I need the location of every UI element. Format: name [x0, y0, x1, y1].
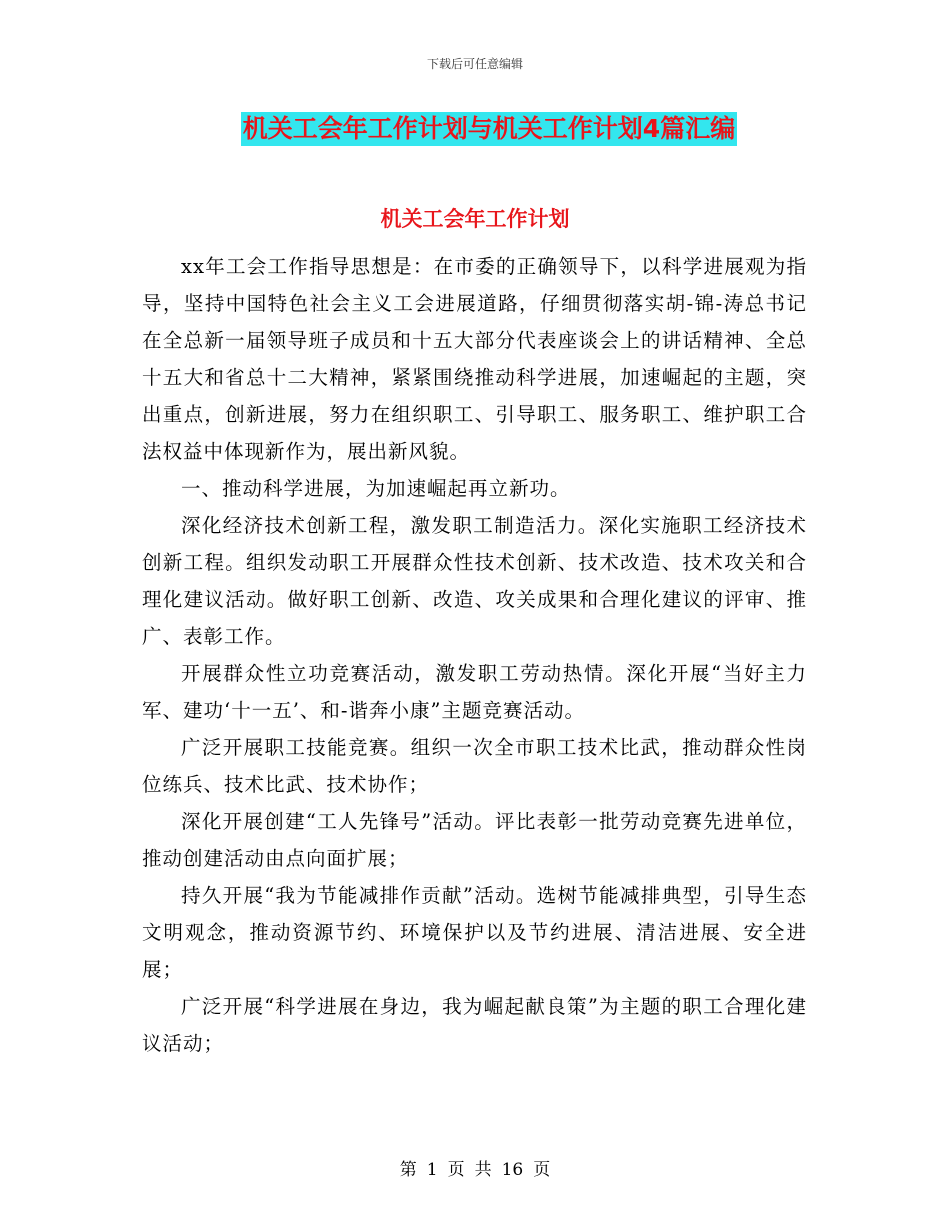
footer-page-number: 1	[426, 1160, 438, 1180]
footer-total-pages: 16	[501, 1160, 524, 1180]
paragraph: 开展群众性立功竞赛活动，激发职工劳动热情。深化开展“当好主力军、建功‘十一五’、和-谐奔小康”主题竞赛活动。	[142, 662, 807, 722]
paragraph: 持久开展“我为节能减排作贡献”活动。选树节能减排典型，引导生态文明观念，推动资源节约、环境保护以及节约进展、清洁进展、安全进展；	[142, 884, 807, 981]
paragraph: 广泛开展“科学进展在身边，我为崛起献良策”为主题的职工合理化建议活动；	[142, 995, 807, 1055]
paragraph: 深化开展创建“工人先锋号”活动。评比表彰一批劳动竞赛先进单位，推动创建活动由点向面扩展；	[142, 810, 807, 870]
page-header-note: 下载后可任意编辑	[426, 57, 523, 71]
page-footer	[0, 1155, 950, 1180]
paragraph: xx年工会工作指导思想是：在市委的正确领导下，以科学进展观为指导，坚持中国特色社会主义工会进展道路，仔细贯彻落实胡-锦-涛总书记在全总新一届领导班子成员和十五大部分代表座谈会上的讲话精神、全总十五大和省总十二大精神，紧紧围绕推动科学进展，加速崛起的主题，突出重点，创新进展，努力在组织职工、引导职工、服务职工、维护职工合法权益中体现新作为，展出新风貌。	[142, 255, 807, 463]
paragraph: 一、推动科学进展，为加速崛起再立新功。	[181, 477, 571, 500]
footer-suffix: 页	[533, 1160, 551, 1180]
footer-page-label: 页	[447, 1160, 465, 1180]
footer-prefix: 第	[399, 1160, 417, 1180]
paragraph: 广泛开展职工技能竞赛。组织一次全市职工技术比武，推动群众性岗位练兵、技术比武、技术协作；	[142, 736, 807, 796]
document-body	[142, 248, 807, 1062]
section-title: 机关工会年工作计划	[380, 207, 570, 231]
document-title-text: 机关工会年工作计划与机关工作计划4篇汇编	[241, 112, 737, 146]
footer-total-label: 共	[474, 1160, 492, 1180]
paragraph: 深化经济技术创新工程，激发职工制造活力。深化实施职工经济技术创新工程。组织发动职工开展群众性技术创新、技术改造、技术攻关和合理化建议活动。做好职工创新、改造、攻关成果和合理化建议的评审、推广、表彰工作。	[142, 514, 807, 648]
document-title	[0, 112, 950, 146]
